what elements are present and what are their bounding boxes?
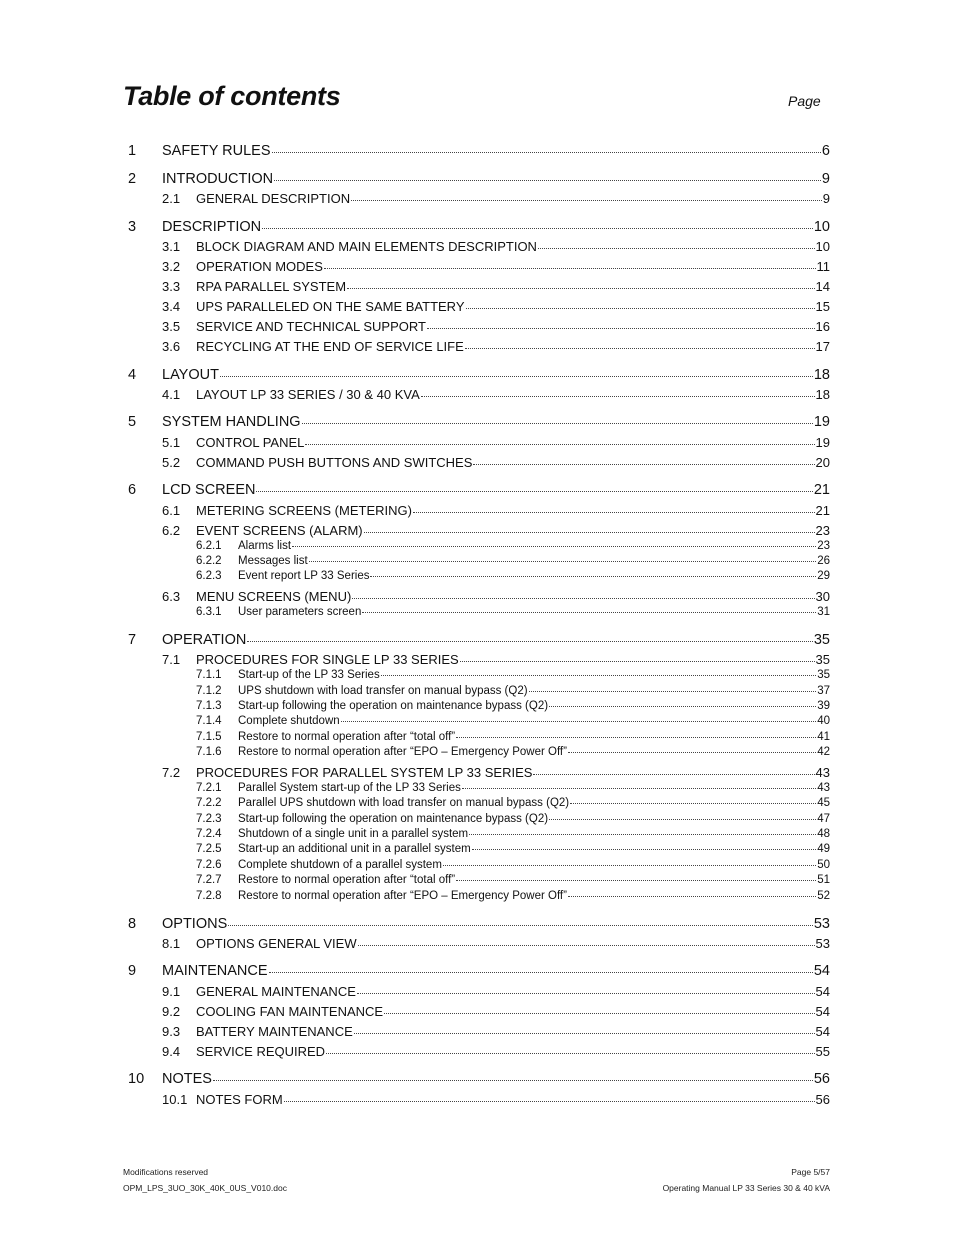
toc-entry[interactable]	[196, 813, 830, 825]
toc-leader-dots	[274, 180, 821, 181]
toc-entry-page: 30	[815, 589, 830, 604]
toc-entry-page: 56	[815, 1092, 830, 1107]
toc-leader-dots	[358, 945, 815, 946]
toc-entry-page: 48	[817, 828, 830, 840]
toc-entry-label: GENERAL MAINTENANCE	[196, 984, 356, 999]
toc-entry[interactable]	[196, 700, 830, 712]
toc-entry-label: Restore to normal operation after “EPO – Emergency Power Off”	[238, 890, 567, 902]
toc-entry[interactable]	[162, 435, 830, 450]
toc-entry[interactable]	[162, 239, 830, 254]
toc-leader-dots	[370, 576, 816, 577]
toc-entry-label: OPERATION MODES	[196, 259, 323, 274]
toc-entry-number: 6.2.3	[196, 570, 222, 582]
toc-entry-page: 54	[815, 984, 830, 999]
toc-entry-page: 21	[813, 482, 830, 498]
toc-leader-dots	[469, 834, 816, 835]
toc-leader-dots	[247, 641, 813, 642]
toc-entry-number: 5.1	[162, 435, 181, 450]
toc-entry-page: 6	[821, 143, 830, 159]
toc-entry-number: 4.1	[162, 387, 181, 402]
toc-entry[interactable]	[196, 874, 830, 886]
toc-entry-label: LAYOUT LP 33 SERIES / 30 & 40 KVA	[196, 387, 420, 402]
toc-leader-dots	[213, 1080, 813, 1081]
toc-entry[interactable]	[128, 219, 830, 235]
toc-entry-number: 5.2	[162, 455, 181, 470]
toc-entry[interactable]	[128, 916, 830, 932]
toc-entry-page: 45	[817, 797, 830, 809]
toc-leader-dots	[473, 464, 814, 465]
toc-entry-number: 7.1.5	[196, 731, 222, 743]
toc-entry-number: 5	[128, 414, 137, 430]
toc-entry[interactable]	[196, 540, 830, 552]
toc-entry-number: 7.2.1	[196, 782, 222, 794]
toc-entry[interactable]	[196, 797, 830, 809]
toc-leader-dots	[341, 721, 817, 722]
toc-leader-dots	[256, 491, 812, 492]
toc-leader-dots	[262, 228, 813, 229]
toc-entry-page: 53	[815, 936, 830, 951]
toc-entry-label: Start-up of the LP 33 Series	[238, 669, 380, 681]
toc-leader-dots	[472, 849, 817, 850]
toc-entry-page: 51	[817, 874, 830, 886]
toc-leader-dots	[384, 1013, 814, 1014]
toc-entry-label: User parameters screen	[238, 606, 362, 618]
toc-entry-number: 3.3	[162, 279, 181, 294]
toc-entry-page: 20	[815, 455, 830, 470]
page-column-label: Page	[788, 93, 821, 109]
toc-entry-number: 9.1	[162, 984, 181, 999]
toc-entry-number: 7.1.6	[196, 746, 222, 758]
toc-entry-page: 55	[815, 1044, 830, 1059]
toc-entry-page: 31	[817, 606, 830, 618]
toc-entry-label: SYSTEM HANDLING	[162, 414, 301, 430]
toc-entry-number: 7.2.6	[196, 859, 222, 871]
toc-entry-label: OPERATION	[162, 632, 247, 648]
toc-entry-label: INTRODUCTION	[162, 171, 274, 187]
toc-entry-number: 7.2	[162, 765, 181, 780]
toc-entry[interactable]	[128, 963, 830, 979]
toc-leader-dots	[413, 512, 815, 513]
toc-entry-number: 7.2.5	[196, 843, 222, 855]
toc-entry-label: Start-up an additional unit in a parallel system	[238, 843, 471, 855]
toc-entry-number: 7.2.7	[196, 874, 222, 886]
toc-entry[interactable]	[128, 1071, 830, 1087]
toc-entry-number: 9.2	[162, 1004, 181, 1019]
toc-entry-number: 3.2	[162, 259, 181, 274]
toc-entry-label: SAFETY RULES	[162, 143, 271, 159]
toc-entry[interactable]	[196, 669, 830, 681]
toc-entry-number: 3	[128, 219, 137, 235]
toc-entry[interactable]	[162, 1092, 830, 1107]
toc-entry-page: 29	[817, 570, 830, 582]
toc-leader-dots	[351, 200, 822, 201]
toc-entry-number: 7.2.2	[196, 797, 222, 809]
toc-leader-dots	[305, 444, 814, 445]
toc-entry-label: GENERAL DESCRIPTION	[196, 191, 351, 206]
toc-leader-dots	[529, 691, 817, 692]
toc-leader-dots	[326, 1053, 814, 1054]
toc-entry-page: 11	[816, 259, 830, 274]
toc-leader-dots	[364, 532, 815, 533]
toc-entry[interactable]	[196, 570, 830, 582]
toc-entry-label: Shutdown of a single unit in a parallel system	[238, 828, 469, 840]
toc-leader-dots	[272, 152, 821, 153]
toc-entry-number: 7.1	[162, 652, 181, 667]
toc-entry-page: 26	[817, 555, 830, 567]
toc-entry-label: Start-up following the operation on maintenance bypass (Q2)	[238, 813, 549, 825]
toc-entry-label: UPS PARALLELED ON THE SAME BATTERY	[196, 299, 465, 314]
toc-entry-label: RECYCLING AT THE END OF SERVICE LIFE	[196, 339, 464, 354]
toc-entry-label: BLOCK DIAGRAM AND MAIN ELEMENTS DESCRIPTION	[196, 239, 537, 254]
toc-entry-number: 8	[128, 916, 137, 932]
toc-entry-number: 6.3	[162, 589, 181, 604]
toc-entry-label: MAINTENANCE	[162, 963, 268, 979]
toc-entry-page: 14	[815, 279, 830, 294]
toc-entry-label: PROCEDURES FOR PARALLEL SYSTEM LP 33 SERIES	[196, 765, 533, 780]
toc-leader-dots	[269, 972, 813, 973]
toc-leader-dots	[421, 396, 815, 397]
toc-entry[interactable]	[196, 782, 830, 794]
toc-entry-page: 49	[817, 843, 830, 855]
toc-entry[interactable]	[196, 685, 830, 697]
toc-entry-page: 37	[817, 685, 830, 697]
toc-entry[interactable]	[162, 523, 830, 538]
toc-entry-page: 54	[815, 1024, 830, 1039]
toc-entry[interactable]	[162, 339, 830, 354]
toc-leader-dots	[570, 803, 816, 804]
toc-entry-number: 9	[128, 963, 137, 979]
toc-entry[interactable]	[196, 746, 830, 758]
toc-entry-number: 9.3	[162, 1024, 181, 1039]
footer-manual-title: Operating Manual LP 33 Series 30 & 40 kVA	[662, 1183, 830, 1193]
toc-entry[interactable]	[162, 652, 830, 667]
toc-entry[interactable]	[162, 299, 830, 314]
toc-entry-page: 50	[817, 859, 830, 871]
toc-entry-label: Alarms list	[238, 540, 292, 552]
toc-entry-number: 1	[128, 143, 137, 159]
toc-entry-label: Event report LP 33 Series	[238, 570, 370, 582]
toc-entry-label: LAYOUT	[162, 367, 219, 383]
toc-entry[interactable]	[128, 482, 830, 498]
toc-entry-page: 10	[815, 239, 830, 254]
toc-entry-page: 9	[822, 191, 830, 206]
toc-entry[interactable]	[162, 191, 830, 206]
toc-entry[interactable]	[162, 503, 830, 518]
toc-entry-label: CONTROL PANEL	[196, 435, 305, 450]
toc-entry-label: Complete shutdown	[238, 715, 340, 727]
toc-leader-dots	[362, 612, 816, 613]
toc-entry-label: SERVICE AND TECHNICAL SUPPORT	[196, 319, 426, 334]
toc-entry-number: 10	[128, 1071, 145, 1087]
toc-entry[interactable]	[162, 259, 830, 274]
toc-entry-number: 6	[128, 482, 137, 498]
toc-entry-number: 6.2.2	[196, 555, 222, 567]
toc-entry-page: 16	[815, 319, 830, 334]
toc-entry-page: 40	[817, 715, 830, 727]
toc-leader-dots	[220, 376, 813, 377]
toc-entry-label: EVENT SCREENS (ALARM)	[196, 523, 363, 538]
toc-entry-page: 35	[817, 669, 830, 681]
toc-entry-page: 54	[813, 963, 830, 979]
toc-leader-dots	[324, 268, 816, 269]
toc-entry[interactable]	[128, 143, 830, 159]
toc-entry-number: 3.1	[162, 239, 181, 254]
toc-entry[interactable]	[162, 984, 830, 999]
toc-leader-dots	[460, 661, 815, 662]
footer-modifications: Modifications reserved	[123, 1167, 209, 1177]
toc-entry-page: 15	[815, 299, 830, 314]
toc-leader-dots	[465, 348, 815, 349]
toc-entry-number: 4	[128, 367, 137, 383]
toc-entry[interactable]	[196, 890, 830, 902]
toc-entry-number: 8.1	[162, 936, 181, 951]
toc-entry-number: 6.1	[162, 503, 181, 518]
toc-leader-dots	[292, 546, 816, 547]
toc-entry-page: 17	[815, 339, 830, 354]
toc-entry-label: Parallel UPS shutdown with load transfer on manual bypass (Q2)	[238, 797, 570, 809]
toc-entry-page: 23	[817, 540, 830, 552]
toc-leader-dots	[533, 774, 814, 775]
toc-entry-number: 7.2.3	[196, 813, 222, 825]
footer-filename: OPM_LPS_3UO_30K_40K_0US_V010.doc	[123, 1183, 287, 1193]
toc-entry[interactable]	[162, 936, 830, 951]
toc-leader-dots	[456, 737, 816, 738]
toc-leader-dots	[568, 896, 816, 897]
toc-leader-dots	[357, 993, 815, 994]
toc-entry-number: 7.2.4	[196, 828, 222, 840]
toc-leader-dots	[381, 675, 816, 676]
toc-entry-label: METERING SCREENS (METERING)	[196, 503, 412, 518]
toc-leader-dots	[549, 819, 816, 820]
toc-entry-page: 43	[817, 782, 830, 794]
toc-entry[interactable]	[196, 843, 830, 855]
toc-entry[interactable]	[196, 555, 830, 567]
toc-leader-dots	[352, 598, 814, 599]
toc-entry-page: 43	[815, 765, 830, 780]
toc-entry-page: 52	[817, 890, 830, 902]
toc-entry-label: COMMAND PUSH BUTTONS AND SWITCHES	[196, 455, 473, 470]
toc-entry-label: SERVICE REQUIRED	[196, 1044, 326, 1059]
toc-entry-page: 42	[817, 746, 830, 758]
page-title: Table of contents	[123, 81, 341, 111]
toc-entry[interactable]	[162, 765, 830, 780]
toc-entry[interactable]	[128, 632, 830, 648]
toc-entry-page: 35	[815, 652, 830, 667]
toc-leader-dots	[538, 248, 815, 249]
toc-entry[interactable]	[162, 1004, 830, 1019]
toc-entry-number: 7.1.1	[196, 669, 222, 681]
toc-leader-dots	[443, 865, 816, 866]
toc-entry-number: 6.2.1	[196, 540, 222, 552]
toc-entry-label: Complete shutdown of a parallel system	[238, 859, 442, 871]
toc-entry[interactable]	[196, 731, 830, 743]
toc-entry-page: 9	[821, 171, 830, 187]
toc-entry-label: NOTES	[162, 1071, 212, 1087]
toc-entry-label: Messages list	[238, 555, 308, 567]
toc-entry-label: OPTIONS GENERAL VIEW	[196, 936, 357, 951]
toc-entry-number: 3.6	[162, 339, 181, 354]
toc-entry-page: 35	[813, 632, 830, 648]
toc-entry[interactable]	[162, 279, 830, 294]
toc-entry-number: 10.1	[162, 1092, 188, 1107]
toc-entry-number: 7	[128, 632, 137, 648]
toc-entry-label: LCD SCREEN	[162, 482, 256, 498]
toc-leader-dots	[347, 288, 814, 289]
toc-entry-label: Start-up following the operation on maintenance bypass (Q2)	[238, 700, 549, 712]
toc-entry-page: 18	[813, 367, 830, 383]
toc-entry[interactable]	[196, 606, 830, 618]
toc-entry-page: 18	[815, 387, 830, 402]
toc-entry-page: 41	[817, 731, 830, 743]
toc-leader-dots	[549, 706, 816, 707]
toc-entry-number: 2.1	[162, 191, 181, 206]
toc-entry[interactable]	[162, 1044, 830, 1059]
toc-entry-page: 53	[813, 916, 830, 932]
toc-entry-page: 21	[815, 503, 830, 518]
toc-entry-label: BATTERY MAINTENANCE	[196, 1024, 353, 1039]
toc-entry-label: COOLING FAN MAINTENANCE	[196, 1004, 384, 1019]
toc-leader-dots	[456, 880, 816, 881]
toc-leader-dots	[427, 328, 815, 329]
toc-entry-number: 7.1.3	[196, 700, 222, 712]
toc-entry-label: PROCEDURES FOR SINGLE LP 33 SERIES	[196, 652, 459, 667]
toc-entry-label: RPA PARALLEL SYSTEM	[196, 279, 347, 294]
toc-entry-number: 3.4	[162, 299, 181, 314]
toc-entry[interactable]	[196, 828, 830, 840]
toc-leader-dots	[466, 308, 815, 309]
toc-entry-label: Parallel System start-up of the LP 33 Series	[238, 782, 461, 794]
toc-entry-label: Restore to normal operation after “total off”	[238, 731, 456, 743]
toc-entry-page: 54	[815, 1004, 830, 1019]
toc-entry-number: 3.5	[162, 319, 181, 334]
toc-entry-label: UPS shutdown with load transfer on manual bypass (Q2)	[238, 685, 528, 697]
toc-entry-number: 9.4	[162, 1044, 181, 1059]
toc-entry-number: 6.3.1	[196, 606, 222, 618]
toc-entry-number: 7.2.8	[196, 890, 222, 902]
toc-entry[interactable]	[162, 589, 830, 604]
toc-entry-page: 23	[815, 523, 830, 538]
toc-entry-number: 7.1.2	[196, 685, 222, 697]
toc-entry[interactable]	[162, 319, 830, 334]
toc-entry-page: 19	[813, 414, 830, 430]
toc-entry[interactable]	[196, 859, 830, 871]
toc-entry-number: 2	[128, 171, 137, 187]
toc-entry-label: DESCRIPTION	[162, 219, 262, 235]
toc-entry[interactable]	[162, 1024, 830, 1039]
toc-entry-page: 10	[813, 219, 830, 235]
toc-entry-number: 6.2	[162, 523, 181, 538]
toc-entry[interactable]	[128, 171, 830, 187]
toc-entry[interactable]	[196, 715, 830, 727]
toc-entry[interactable]	[162, 387, 830, 402]
toc-entry-label: MENU SCREENS (MENU)	[196, 589, 352, 604]
toc-leader-dots	[462, 788, 816, 789]
toc-leader-dots	[284, 1101, 815, 1102]
toc-entry-label: NOTES FORM	[196, 1092, 283, 1107]
toc-entry-number: 7.1.4	[196, 715, 222, 727]
toc-entry-page: 56	[813, 1071, 830, 1087]
toc-leader-dots	[568, 752, 816, 753]
toc-entry[interactable]	[162, 455, 830, 470]
toc-entry-label: Restore to normal operation after “EPO – Emergency Power Off”	[238, 746, 567, 758]
toc-leader-dots	[228, 925, 813, 926]
toc-entry-page: 47	[817, 813, 830, 825]
footer-page-number: Page 5/57	[791, 1167, 830, 1177]
toc-leader-dots	[354, 1033, 815, 1034]
toc-entry-label: OPTIONS	[162, 916, 228, 932]
toc-entry-page: 19	[815, 435, 830, 450]
toc-entry-label: Restore to normal operation after “total off”	[238, 874, 456, 886]
toc-entry-page: 39	[817, 700, 830, 712]
toc-entry[interactable]	[128, 414, 830, 430]
toc-leader-dots	[309, 561, 817, 562]
toc-leader-dots	[302, 423, 813, 424]
toc-entry[interactable]	[128, 367, 830, 383]
